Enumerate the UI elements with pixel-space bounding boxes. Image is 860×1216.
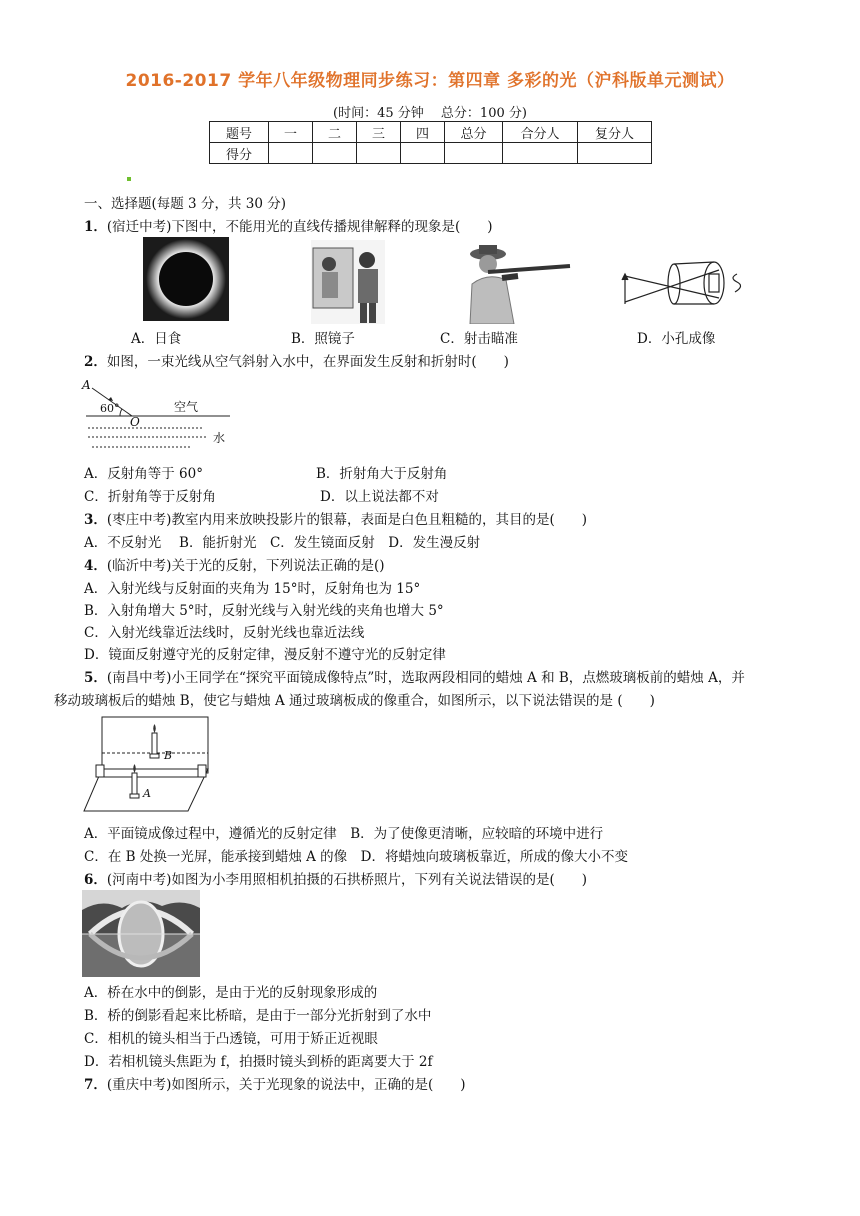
point-o-label: O <box>130 415 140 429</box>
question-5-continued: 移动玻璃板后的蜡烛 B，使它与蜡烛 A 通过玻璃板成的像重合，如图所示，以下说法错误的是 ( ) <box>54 693 655 709</box>
refraction-diagram <box>82 378 232 454</box>
question-2 <box>84 350 509 370</box>
score-cell[interactable] <box>445 143 503 164</box>
question-number: 6． <box>84 872 107 888</box>
question-number: 2． <box>84 354 107 370</box>
question-text: (临沂中考)关于光的反射，下列说法正确的是() <box>106 558 385 574</box>
point-a-label: A <box>82 378 91 392</box>
air-label: 空气 <box>174 400 199 414</box>
score-table <box>209 121 652 164</box>
score-cell[interactable] <box>313 143 357 164</box>
question-3 <box>84 508 587 528</box>
table-cell: 总分 <box>445 122 503 143</box>
q4-option-b: B．入射角增大 5°时，反射光线与入射光线的夹角也增大 5° <box>84 603 444 619</box>
q6-option-c: C．相机的镜头相当于凸透镜，可用于矫正近视眼 <box>84 1031 378 1047</box>
page-title: 2016-2017 学年八年级物理同步练习：第四章 多彩的光（沪科版单元测试） <box>125 71 735 91</box>
q2-option-c: C．折射角等于反射角 <box>84 489 216 505</box>
q4-option-d: D．镜面反射遵守光的反射定律，漫反射不遵守光的反射定律 <box>84 647 446 663</box>
mirror-image <box>311 240 385 324</box>
table-cell: 得分 <box>210 143 269 164</box>
score-table-header-row <box>210 122 652 143</box>
angle-label: 60° <box>100 402 120 415</box>
score-table-score-row <box>210 143 652 164</box>
stone-bridge-photo <box>82 890 200 977</box>
q2-option-a: A．反射角等于 60° <box>84 466 203 482</box>
score-cell[interactable] <box>269 143 313 164</box>
table-cell: 四 <box>401 122 445 143</box>
question-number: 7． <box>84 1077 107 1093</box>
section-heading: 一、选择题(每题 3 分，共 30 分) <box>84 196 286 212</box>
question-text: (宿迁中考)下图中，不能用光的直线传播规律解释的现象是( ) <box>106 219 493 235</box>
q1-option-c: C．射击瞄准 <box>440 331 518 347</box>
score-cell[interactable] <box>357 143 401 164</box>
question-1 <box>84 215 492 235</box>
shooting-aim-image <box>458 240 572 324</box>
q6-option-d: D．若相机镜头焦距为 f，拍摄时镜头到桥的距离要大于 2f <box>84 1054 433 1070</box>
question-number: 5． <box>84 670 107 686</box>
q4-option-c: C．入射光线靠近法线时，反射光线也靠近法线 <box>84 625 365 641</box>
q4-option-a: A．入射光线与反射面的夹角为 15°时，反射角也为 15° <box>84 581 421 597</box>
q3-options: A．不反射光 B．能折射光 C．发生镜面反射 D．发生漫反射 <box>84 535 481 551</box>
q1-option-a: A．日食 <box>131 331 182 347</box>
table-cell: 二 <box>313 122 357 143</box>
table-cell: 合分人 <box>503 122 578 143</box>
question-text: (枣庄中考)教室内用来放映投影片的银幕，表面是白色且粗糙的，其目的是( ) <box>106 512 587 528</box>
question-text: (河南中考)如图为小李用照相机拍摄的石拱桥照片，下列有关说法错误的是( ) <box>106 872 587 888</box>
score-cell[interactable] <box>401 143 445 164</box>
mirror-experiment-diagram <box>82 713 212 813</box>
pinhole-camera-image <box>619 256 753 308</box>
table-cell: 题号 <box>210 122 269 143</box>
q2-option-b: B．折射角大于反射角 <box>316 466 448 482</box>
q2-option-d: D．以上说法都不对 <box>320 489 439 505</box>
question-text: 如图，一束光线从空气斜射入水中，在界面发生反射和折射时( ) <box>106 354 509 370</box>
table-cell: 三 <box>357 122 401 143</box>
q5-options-ab: A．平面镜成像过程中，遵循光的反射定律 B．为了使像更清晰，应较暗的环境中进行 <box>84 826 604 842</box>
candle-b-label: B <box>164 749 173 762</box>
table-cell: 复分人 <box>578 122 652 143</box>
q5-options-cd: C．在 B 处换一光屏，能承接到蜡烛 A 的像 D．将蜡烛向玻璃板靠近，所成的像大小不变 <box>84 849 628 865</box>
table-cell: 一 <box>269 122 313 143</box>
question-7 <box>84 1073 465 1093</box>
candle-a-label: A <box>143 787 151 800</box>
question-number: 4． <box>84 558 107 574</box>
question-5 <box>84 666 745 686</box>
question-number: 1． <box>84 219 107 235</box>
question-text: (重庆中考)如图所示，关于光现象的说法中，正确的是( ) <box>106 1077 466 1093</box>
question-text: (南昌中考)小王同学在“探究平面镜成像特点”时，选取两段相同的蜡烛 A 和 B，点燃玻璃板前的蜡烛 A，并 <box>106 670 745 686</box>
q1-option-d: D．小孔成像 <box>637 331 716 347</box>
question-number: 3． <box>84 512 107 528</box>
question-6 <box>84 868 587 888</box>
marker-dot <box>127 177 131 181</box>
water-label: 水 <box>213 431 226 445</box>
exam-info: (时间：45 分钟 总分：100 分) <box>333 106 527 121</box>
question-4 <box>84 554 384 574</box>
q6-option-b: B．桥的倒影看起来比桥暗，是由于一部分光折射到了水中 <box>84 1008 432 1024</box>
q6-option-a: A．桥在水中的倒影，是由于光的反射现象形成的 <box>84 985 378 1001</box>
score-cell[interactable] <box>503 143 578 164</box>
score-cell[interactable] <box>578 143 652 164</box>
q1-option-b: B．照镜子 <box>291 331 355 347</box>
solar-eclipse-image <box>143 237 229 321</box>
